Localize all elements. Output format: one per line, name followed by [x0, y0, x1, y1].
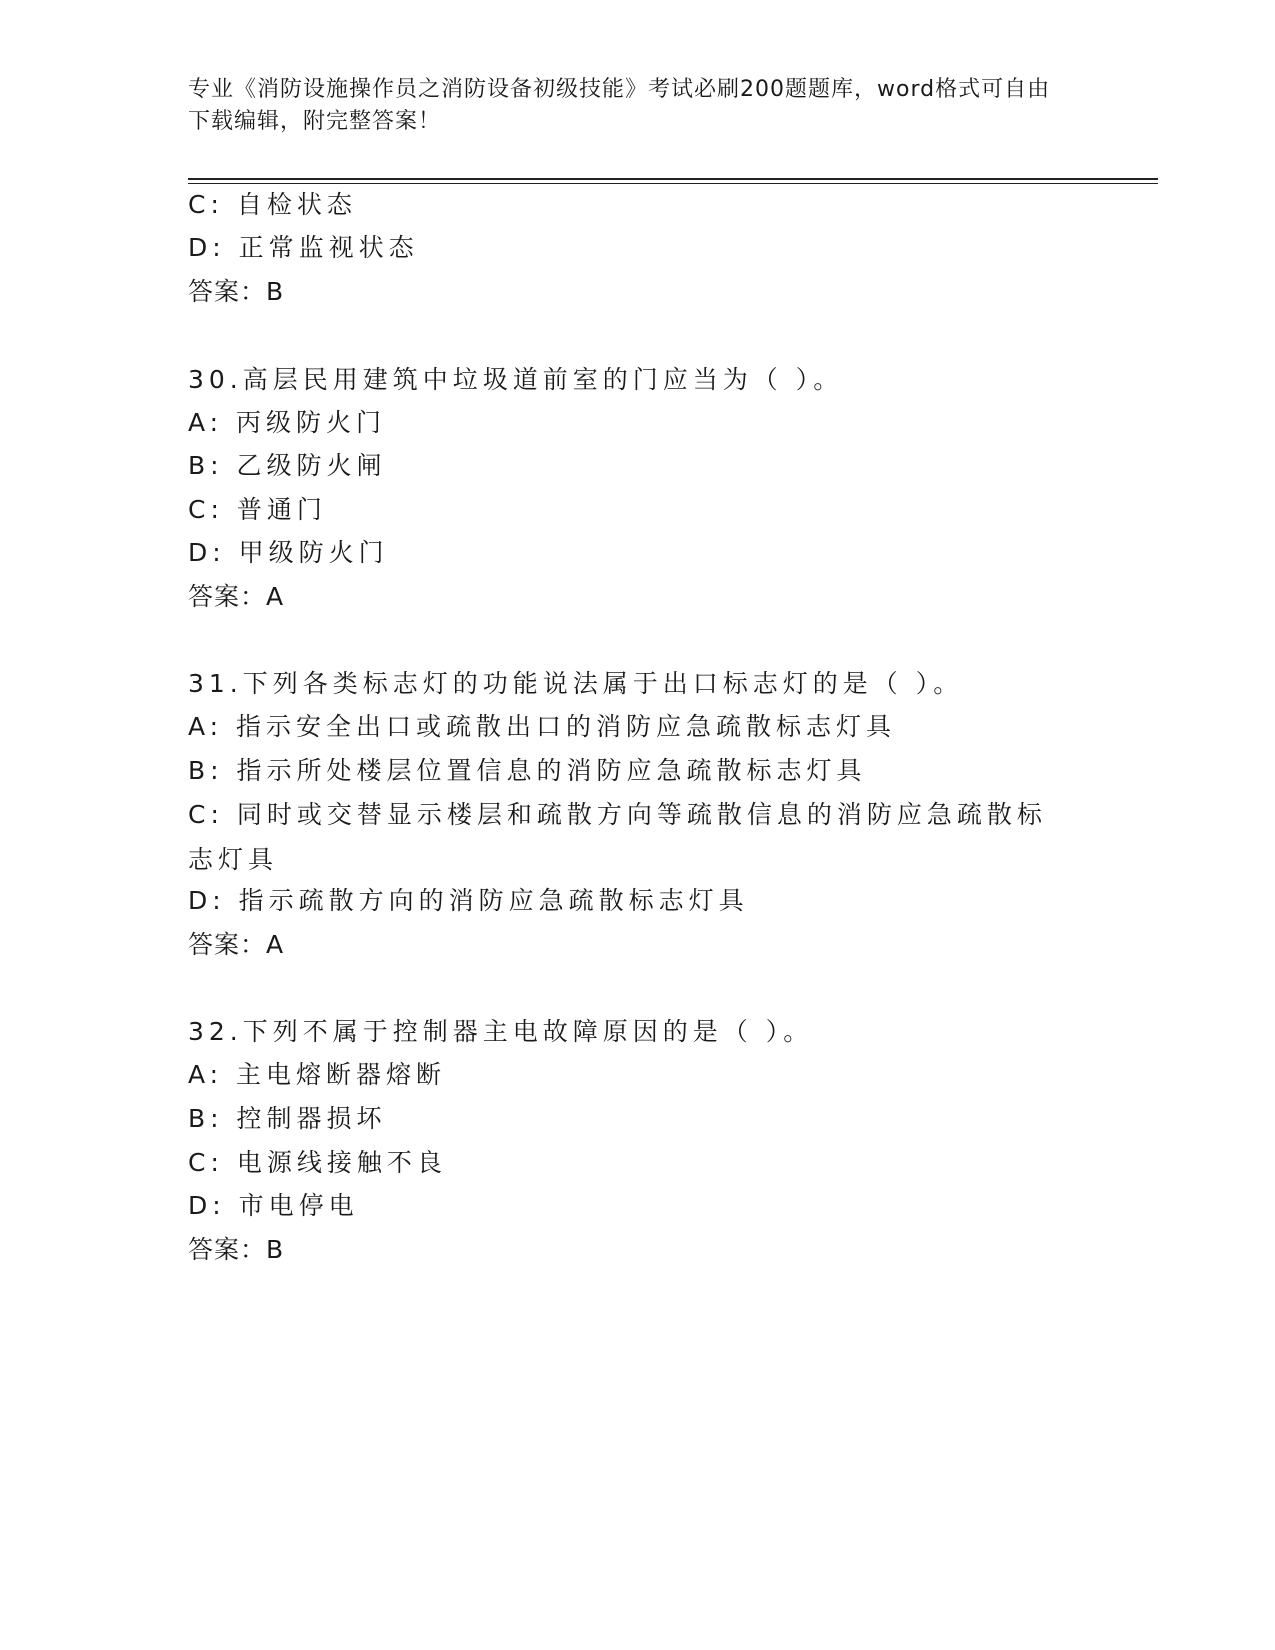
question-32-stem: 32.下列不属于控制器主电故障原因的是（ ）。 [188, 1017, 814, 1046]
question-31-option-a: A: 指示安全出口或疏散出口的消防应急疏散标志灯具 [188, 712, 897, 741]
question-30-option-c: C: 普通门 [188, 495, 327, 524]
question-32-option-a: A: 主电熔断器熔断 [188, 1060, 447, 1089]
question-32-option-b: B: 控制器损坏 [188, 1104, 387, 1133]
question-30-option-d: D: 甲级防火门 [188, 538, 389, 567]
question-30-option-b: B: 乙级防火闸 [188, 451, 387, 480]
prev-answer: 答案：B [188, 277, 285, 306]
question-31-option-d: D: 指示疏散方向的消防应急疏散标志灯具 [188, 886, 749, 915]
prev-option-c: C: 自检状态 [188, 190, 357, 219]
question-32-option-c: C: 电源线接触不良 [188, 1148, 447, 1177]
header-rule-thick [188, 178, 1158, 180]
document-header: 专业《消防设施操作员之消防设备初级技能》考试必刷200题题库，word格式可自由下载编辑，附完整答案！ [188, 77, 1051, 134]
prev-option-d: D: 正常监视状态 [188, 233, 419, 262]
question-31-stem: 31.下列各类标志灯的功能说法属于出口标志灯的是（ ）。 [188, 669, 964, 698]
question-32-option-d: D: 市电停电 [188, 1191, 359, 1220]
question-30-option-a: A: 丙级防火门 [188, 408, 387, 437]
question-31-option-b: B: 指示所处楼层位置信息的消防应急疏散标志灯具 [188, 756, 867, 785]
question-30-answer: 答案：A [188, 582, 285, 611]
question-31-answer: 答案：A [188, 930, 285, 959]
header-rule-thin [188, 183, 1158, 184]
question-32-answer: 答案：B [188, 1235, 285, 1264]
question-31-option-c: C: 同时或交替显示楼层和疏散方向等疏散信息的消防应急疏散标志灯具 [188, 800, 1047, 874]
question-30-stem: 30.高层民用建筑中垃圾道前室的门应当为（ ）。 [188, 365, 844, 394]
